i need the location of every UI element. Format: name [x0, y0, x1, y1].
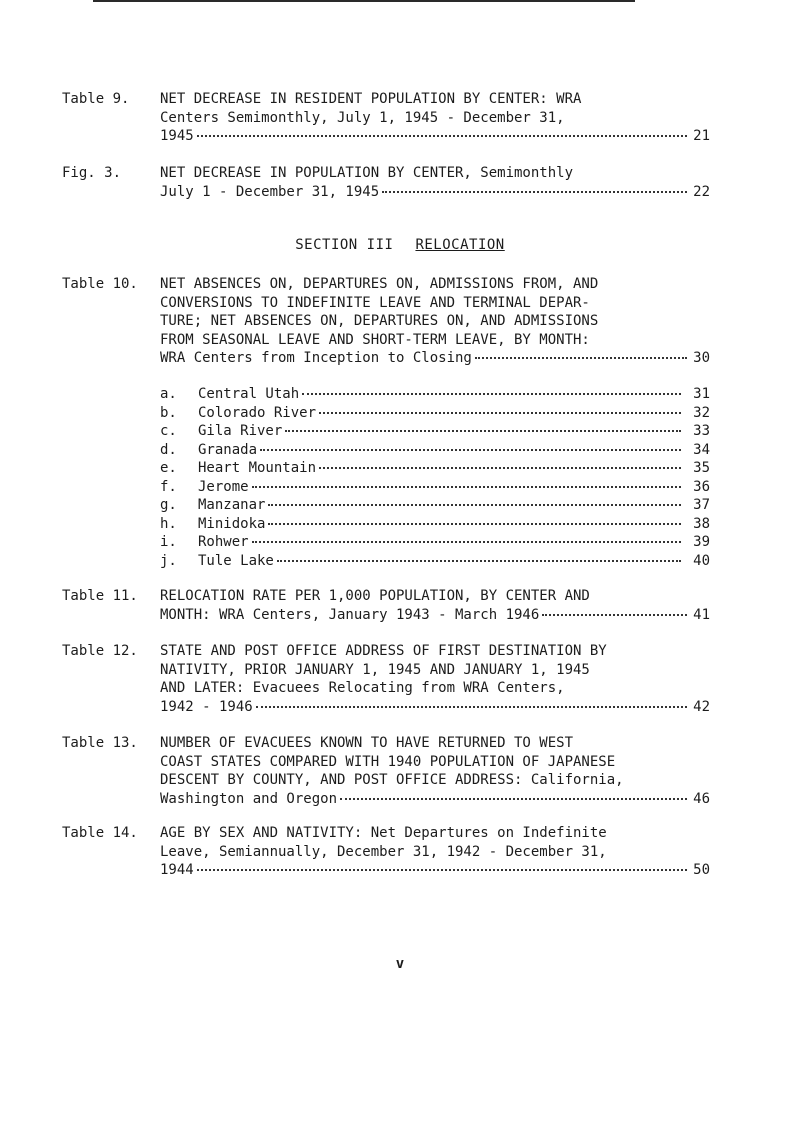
- subentry-manzanar[interactable]: [160, 496, 710, 515]
- dot-leader: [268, 504, 681, 506]
- section-title: RELOCATION: [415, 237, 505, 253]
- section-heading: [0, 236, 800, 255]
- entry-title-line: STATE AND POST OFFICE ADDRESS OF FIRST DESTINATION BY: [160, 643, 607, 659]
- subentry-granada[interactable]: [160, 441, 710, 460]
- dot-leader: [197, 869, 687, 871]
- entry-title-line: FROM SEASONAL LEAVE AND SHORT-TERM LEAVE, BY MONTH:: [160, 331, 590, 348]
- page-number[interactable]: 34: [693, 441, 710, 458]
- entry-title-line: Washington and Oregon: [160, 790, 338, 807]
- entry-title-line: DESCENT BY COUNTY, AND POST OFFICE ADDRESS: California,: [160, 772, 624, 788]
- dot-leader: [268, 523, 681, 525]
- entry-title-line: NET DECREASE IN RESIDENT POPULATION BY CENTER: WRA: [160, 91, 582, 107]
- entry-title-line: WRA Centers from Inception to Closing: [160, 350, 472, 366]
- subentry-name: Manzanar: [198, 497, 266, 513]
- page-number[interactable]: 50: [693, 862, 710, 878]
- page-number[interactable]: 38: [693, 515, 710, 532]
- dot-leader: [542, 614, 687, 616]
- subentry-name: Central Utah: [198, 386, 300, 402]
- dot-leader: [260, 449, 681, 451]
- entry-title-line: RELOCATION RATE PER 1,000 POPULATION, BY CENTER AND: [160, 588, 590, 604]
- entry-title-line: 1945: [160, 128, 194, 144]
- dot-leader: [475, 357, 687, 359]
- entry-label: Table 10.: [62, 276, 138, 292]
- subentry-name: Granada: [198, 441, 258, 458]
- entry-title-line: NUMBER OF EVACUEES KNOWN TO HAVE RETURNED TO WEST: [160, 735, 574, 751]
- entry-label: Table 9.: [62, 91, 130, 107]
- subentry-name: Rohwer: [198, 534, 249, 550]
- entry-title-line: NATIVITY, PRIOR JANUARY 1, 1945 AND JANUARY 1, 1945: [160, 661, 590, 678]
- page-number[interactable]: 22: [693, 183, 710, 200]
- subentry-name: Tule Lake: [198, 552, 274, 569]
- subentry-name: Jerome: [198, 478, 249, 495]
- entry-label: Table 13.: [62, 735, 138, 751]
- subentry-letter: f.: [160, 478, 177, 495]
- page-number[interactable]: 30: [693, 350, 710, 366]
- subentry-letter: a.: [160, 386, 177, 402]
- subentry-letter: i.: [160, 534, 177, 550]
- page-number[interactable]: 36: [693, 478, 710, 495]
- page-number[interactable]: 37: [693, 497, 710, 513]
- top-rule: [93, 0, 635, 2]
- dot-leader: [319, 412, 681, 414]
- section-number: SECTION III: [295, 237, 394, 253]
- dot-leader: [302, 393, 681, 395]
- entry-title-line: AGE BY SEX AND NATIVITY: Net Departures on Indefinite: [160, 825, 607, 841]
- subentry-letter: e.: [160, 460, 177, 476]
- page-number[interactable]: 41: [693, 606, 710, 623]
- dot-leader: [340, 798, 687, 800]
- entry-label: Table 14.: [62, 825, 138, 841]
- subentry-letter: j.: [160, 552, 177, 569]
- page-number[interactable]: 39: [693, 534, 710, 550]
- page-number[interactable]: 33: [693, 423, 710, 439]
- entry-title-line: July 1 - December 31, 1945: [160, 183, 380, 200]
- subentry-letter: g.: [160, 497, 177, 513]
- page-number[interactable]: 21: [693, 128, 710, 144]
- page-number[interactable]: 42: [693, 698, 710, 715]
- entry-title-line: TURE; NET ABSENCES ON, DEPARTURES ON, AND ADMISSIONS: [160, 313, 599, 329]
- page-number[interactable]: 35: [693, 460, 710, 476]
- entry-title-line: COAST STATES COMPARED WITH 1940 POPULATION OF JAPANESE: [160, 753, 616, 770]
- dot-leader: [382, 191, 687, 193]
- subentry-rohwer[interactable]: [160, 533, 710, 552]
- subentry-letter: d.: [160, 441, 177, 458]
- page-number[interactable]: 31: [693, 386, 710, 402]
- entry-label: Fig. 3.: [62, 165, 122, 181]
- subentry-letter: h.: [160, 515, 177, 532]
- dot-leader: [285, 430, 681, 432]
- subentry-name: Gila River: [198, 423, 283, 439]
- entry-title-line: CONVERSIONS TO INDEFINITE LEAVE AND TERMINAL DEPAR-: [160, 294, 590, 311]
- subentry-tule-lake[interactable]: [160, 552, 710, 571]
- subentry-name: Colorado River: [198, 404, 317, 421]
- entry-title-line: NET ABSENCES ON, DEPARTURES ON, ADMISSIONS FROM, AND: [160, 276, 599, 292]
- entry-title-line: 1944: [160, 862, 194, 878]
- page-footer-number: v: [395, 956, 405, 972]
- dot-leader: [256, 706, 687, 708]
- subentry-name: Minidoka: [198, 515, 266, 532]
- page-number[interactable]: 32: [693, 404, 710, 421]
- dot-leader: [277, 560, 681, 562]
- page-number[interactable]: 40: [693, 552, 710, 569]
- dot-leader: [252, 486, 681, 488]
- subentry-name: Heart Mountain: [198, 460, 317, 476]
- subentry-central-utah[interactable]: [160, 385, 710, 404]
- page-number[interactable]: 46: [693, 790, 710, 807]
- entry-title-line: Leave, Semiannually, December 31, 1942 - December 31,: [160, 843, 607, 860]
- entry-label: Table 11.: [62, 588, 138, 604]
- dot-leader: [197, 135, 687, 137]
- subentry-colorado-river[interactable]: [160, 404, 710, 423]
- entry-label: Table 12.: [62, 643, 138, 659]
- subentry-minidoka[interactable]: [160, 515, 710, 534]
- entry-title-line: MONTH: WRA Centers, January 1943 - March 1946: [160, 606, 540, 623]
- dot-leader: [319, 467, 681, 469]
- entry-title-line: 1942 - 1946: [160, 698, 253, 715]
- entry-title-line: NET DECREASE IN POPULATION BY CENTER, Semimonthly: [160, 165, 574, 181]
- subentry-letter: b.: [160, 404, 177, 421]
- entry-title-line: Centers Semimonthly, July 1, 1945 - December 31,: [160, 109, 565, 126]
- subentry-jerome[interactable]: [160, 478, 710, 497]
- subentry-gila-river[interactable]: [160, 422, 710, 441]
- entry-title-line: AND LATER: Evacuees Relocating from WRA Centers,: [160, 680, 565, 696]
- dot-leader: [252, 541, 681, 543]
- subentry-letter: c.: [160, 423, 177, 439]
- subentry-heart-mountain[interactable]: [160, 459, 710, 478]
